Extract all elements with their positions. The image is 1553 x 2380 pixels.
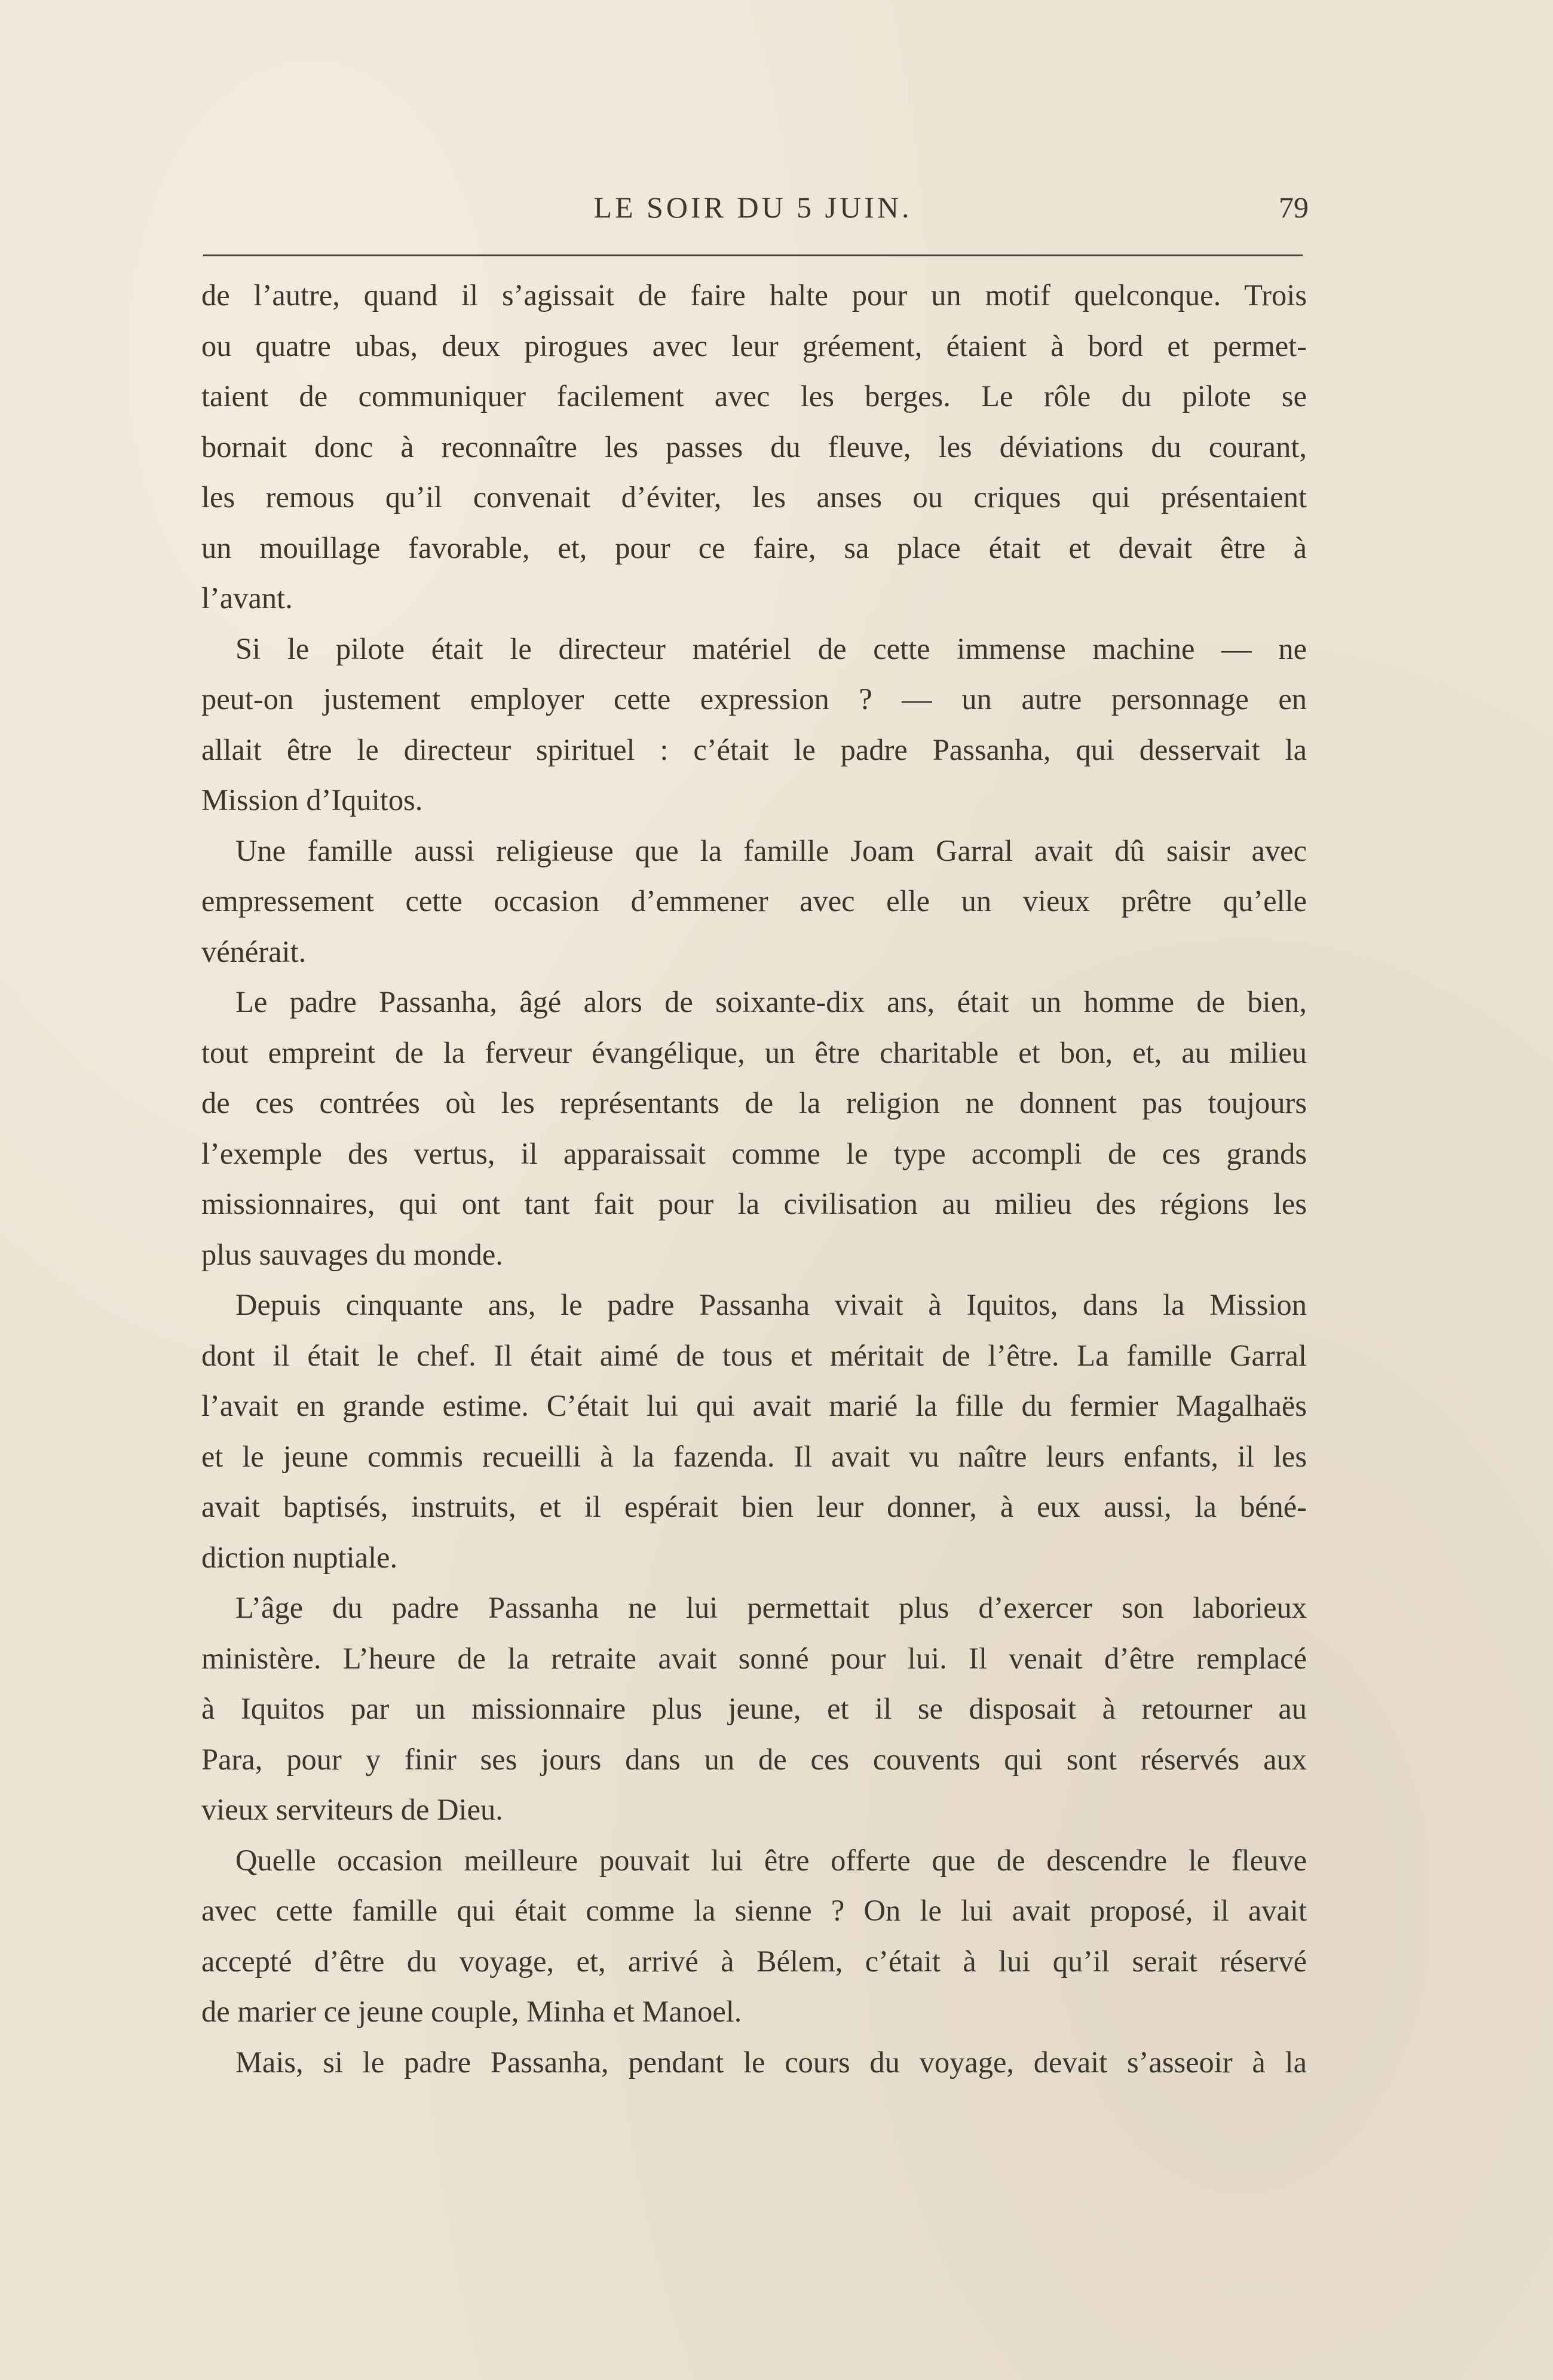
text-line: Quelle occasion meilleure pouvait lui être offerte que de descendre le fleuve (235, 1843, 1307, 1877)
text-line: un mouillage favorable, et, pour ce faire, sa place était et devait être à (201, 530, 1307, 565)
text-line: de ces contrées où les représentants de la religion ne donnent pas toujours (201, 1086, 1307, 1120)
running-title: LE SOIR DU 5 JUIN. (593, 191, 912, 224)
text-line: l’avait en grande estime. C’était lui qui avait marié la fille du fermier Magalhaës (201, 1389, 1307, 1422)
text-line: vénérait. (201, 934, 307, 968)
text-line: Para, pour y finir ses jours dans un de ces couvents qui sont réservés aux (201, 1742, 1307, 1776)
text-line: diction nuptiale. (201, 1540, 398, 1574)
text-line: Une famille aussi religieuse que la famille Joam Garral avait dû saisir avec (235, 833, 1307, 867)
text-line: missionnaires, qui ont tant fait pour la civilisation au milieu des régions les (201, 1187, 1307, 1220)
text-line: taient de communiquer facilement avec les berges. Le rôle du pilote se (201, 379, 1307, 413)
text-line: les remous qu’il convenait d’éviter, les anses ou criques qui présentaient (201, 480, 1307, 514)
text-line: Mais, si le padre Passanha, pendant le cours du voyage, devait s’asseoir à la (235, 2045, 1307, 2079)
text-line: Si le pilote était le directeur matériel de cette immense machine — ne (235, 631, 1307, 665)
text-line: L’âge du padre Passanha ne lui permettait plus d’exercer son laborieux (235, 1591, 1307, 1624)
text-line: ou quatre ubas, deux pirogues avec leur gréement, étaient à bord et permet- (201, 329, 1307, 363)
text-line: empressement cette occasion d’emmener avec elle un vieux prêtre qu’elle (201, 884, 1307, 918)
text-line: de l’autre, quand il s’agissait de faire halte pour un motif quelconque. Trois (201, 278, 1307, 312)
page-number: 79 (1279, 191, 1309, 224)
text-line: tout empreint de la ferveur évangélique, un être charitable et bon, et, au milieu (201, 1035, 1307, 1069)
text-line: avec cette famille qui était comme la sienne ? On le lui avait proposé, il avait (201, 1894, 1307, 1927)
text-line: Depuis cinquante ans, le padre Passanha vivait à Iquitos, dans la Mission (235, 1288, 1307, 1321)
text-line: l’exemple des vertus, il apparaissait comme le type accompli de ces grands (201, 1136, 1307, 1170)
header-rule (203, 254, 1303, 256)
text-line: avait baptisés, instruits, et il espérait bien leur donner, à eux aussi, la béné- (201, 1490, 1307, 1523)
text-line: Le padre Passanha, âgé alors de soixante-dix ans, était un homme de bien, (235, 985, 1307, 1019)
text-line: plus sauvages du monde. (201, 1237, 503, 1271)
text-line: l’avant. (201, 581, 293, 615)
text-line: de marier ce jeune couple, Minha et Manoel. (201, 1995, 742, 2028)
body-text (201, 270, 1307, 2087)
text-line: et le jeune commis recueilli à la fazenda. Il avait vu naître leurs enfants, il les (201, 1439, 1307, 1473)
text-line: ministère. L’heure de la retraite avait sonné pour lui. Il venait d’être remplacé (201, 1641, 1307, 1675)
running-head (203, 190, 1309, 238)
text-line: vieux serviteurs de Dieu. (201, 1793, 503, 1826)
text-line: dont il était le chef. Il était aimé de tous et méritait de l’être. La famille Garral (201, 1338, 1307, 1372)
text-line: bornait donc à reconnaître les passes du fleuve, les déviations du courant, (201, 430, 1307, 464)
text-line: à Iquitos par un missionnaire plus jeune, et il se disposait à retourner au (201, 1692, 1307, 1725)
text-line: accepté d’être du voyage, et, arrivé à Bélem, c’était à lui qu’il serait réservé (201, 1944, 1307, 1978)
text-line: allait être le directeur spirituel : c’était le padre Passanha, qui desservait la (201, 732, 1307, 766)
text-line: peut-on justement employer cette expression ? — un autre personnage en (201, 682, 1307, 716)
text-line: Mission d’Iquitos. (201, 783, 423, 817)
